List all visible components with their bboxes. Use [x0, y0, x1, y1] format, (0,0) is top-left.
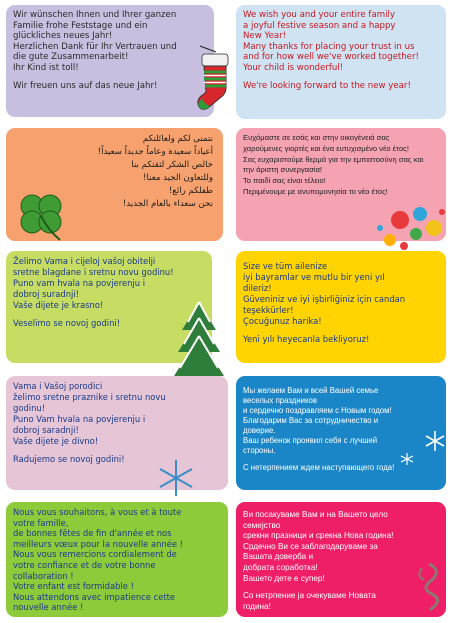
shamrock-icon: [12, 186, 70, 244]
card-english: [236, 5, 446, 119]
card-bosnian-message: Želimo Vama i cijeloj vašoj obitelji sretne blagdane i sretnu novu godinu! Puno vam hvala na povjerenju i dobroj suradnji! Vaše dijete je krasno!: [13, 256, 174, 310]
card-turkish-message: Size ve tüm ailenize iyi bayramlar ve mutlu bir yeni yıl dileriz! Güveniniz ve iyi işbirliğiniz için candan teşekkürler! Çocuğunuz harika!: [243, 261, 406, 326]
snowflake-icon-small: [424, 430, 446, 452]
card-french-message: Nous vous souhaitons, à vous et à toute votre famille, de bonnes fêtes de fin d'année et nos meilleurs vœux pour la nouvelle année ! Nous vous remercions cordialement de votre confiance et de votre bonne collaboration ! Votre enfant est formidable ! Nous attendons avec impatience cette nouvelle année !: [13, 507, 184, 613]
card-turkish: [236, 251, 446, 363]
card-russian-message: Мы желаем Вам и всей Вашей семье веселых праздников и сердечно поздравляем с Новым годом! Благодарим Вас за сотрудничество и доверие. Ваш ребенок проявил себя с лучшей стороны.: [243, 386, 392, 455]
card-german: [6, 5, 214, 117]
card-bosnian-closing: Veselimo se novoj godini!: [13, 318, 121, 328]
card-english-message: We wish you and your entire family a joyful festive season and a happy New Year! Many thanks for placing your trust in us and for how well we've worked together! Your child is wonderful!: [243, 10, 419, 73]
card-english-closing: We're looking forward to the new year!: [243, 80, 411, 91]
card-macedonian-closing: Со нетрпение ја очекуваме Новата година!: [243, 591, 376, 611]
card-arabic-message: نتمنى لكم ولعائلتكم أعياداً سعيدة وعاماً جديداً سعيداً! خالص الشكر لثقتكم بنا وللتعاون الجيد معنا! طفلكم رائع! نحن سعداء بالعام الجديد!: [97, 134, 213, 209]
card-russian: [236, 376, 446, 490]
snowflake-icon-tiny: [400, 452, 414, 466]
card-serbian-latin-closing: Radujemo se novoj godini!: [13, 454, 125, 464]
card-greek-message: Ευχόμαστε σε εσάς και στην οικογένειά σας χαρούμενες γιορτές και ένα ευτυχισμένο νέο έτος! Σας ευχαριστούμε θερμά για την εμπιστοσύνη σας και την άριστη συνεργασία! Το παιδί σας είναι τέλειο! Περιμένουμε με ανυπομονησία το νέο έτος!: [243, 133, 424, 196]
card-macedonian-message: Ви посакуваме Вам и на Вашето цело семејство срекни празници и срекна Нова година! Срдечно Ви се заблагодаруваме за Вашата доверба и добрата соработка! Вашето дете е супер!: [243, 510, 394, 583]
christmas-stocking-icon: [194, 42, 238, 114]
ornament-baubles-icon: [360, 200, 448, 256]
card-russian-closing: С нетерпением ждем наступающего года!: [243, 463, 395, 472]
card-german-message: Wir wünschen Ihnen und Ihrer ganzen Familie frohe Feststage und ein glückliches neues Jahr! Herzlichen Dank für Ihr Vertrauen und die gute Zusammenarbeit! Ihr Kind ist toll!: [13, 10, 177, 73]
card-serbian-latin-message: Vama i Vašoj porodici želimo sretne praznike i sretnu novu godinu! Puno Vam hvala na povjerenju i dobroj saradnji! Vaše dijete je divno!: [13, 381, 166, 446]
card-turkish-closing: Yeni yılı heyecanla bekliyoruz!: [243, 334, 370, 344]
card-french: [6, 502, 228, 617]
snowflake-icon: [156, 458, 196, 498]
swirl-icon: [412, 560, 446, 616]
card-german-closing: Wir freuen uns auf das neue Jahr!: [13, 80, 158, 91]
